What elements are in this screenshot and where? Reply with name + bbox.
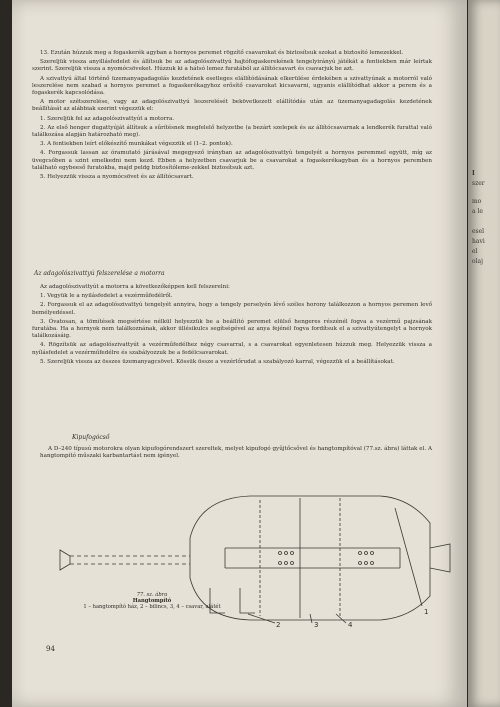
paragraph: A D–240 típusú motorokra olyan kipufogórendszert szereltek, melyet kipufogó gyűjtőcsővel és hangtompítóval (77.sz. ábra) láttak el. A hangtompító műszaki karbantartást nem igényel. bbox=[40, 446, 432, 460]
page-number: 94 bbox=[46, 645, 55, 653]
figure-caption bbox=[52, 592, 252, 610]
list-item: 4. Forgassuk lassan az óramutató járásával megegyező irányban az adagolószivattyú tengelyét a hornyos peremmel együtt, míg az üvegcsőben a szint emelkedni nem kezd. Ebben a helyzetben csavarjuk be a csavarokat a fogaskerékagyban és a hornyos peremben található egybeeső furatokba, majd peldg biztosítóleme-zekkel biztosítsuk azt. bbox=[32, 150, 432, 171]
adjacent-fragment: I bbox=[472, 170, 475, 177]
paragraph: 13. Ezután húzzuk meg a fogaskerék agyban a hornyos peremet rögzítő csavarokat és biztosítsuk szokat a biztosító lemezekkel. bbox=[40, 50, 404, 56]
section3-text bbox=[40, 446, 432, 462]
list-item: 3. A fentiekben leírt előkészítő munkákat végezzük el (1–2. pontok). bbox=[40, 141, 233, 148]
list-item: 2. Forgassuk el az adagolószivattyú tengelyét annyira, hogy a tengely perselyén lévő széles horony találkozzon a hornyos peremen levő bemélyedéssel. bbox=[32, 302, 432, 316]
section-title: Az adagolószivattyú felszerelése a motorra bbox=[34, 270, 165, 277]
adjacent-fragment: szer bbox=[472, 180, 485, 187]
paragraph: Szereljük vissza anyillásfedelet és állítsuk be az adagolószivattyú hajtófogaskerekének tengelyirányú játékát a fentiekben már leírtak szerint. Szereljük vissza a nyomócsöveket. Húzzuk ki a hátsó lemez furatából az állítócsavart és csavarjuk be azt. bbox=[32, 59, 432, 73]
list-item: 1. Vegyük le a nyilásfedelet a vezérműfedélről. bbox=[40, 293, 173, 300]
callout-label: 1 bbox=[424, 608, 429, 616]
adjacent-fragment: olaj bbox=[472, 258, 483, 265]
list-item: 5. Szereljük vissza az összes üzemanyagcsövet. Kössük össze a vezérlőrudat a szabályozó karral, végezzük el a beállításokat. bbox=[40, 358, 395, 365]
section-title: Kipufogócső bbox=[72, 434, 110, 441]
figure-title: Hangtompító bbox=[132, 598, 172, 604]
list-item: 5. Helyezzük vissza a nyomócsövet és az állítócsavart. bbox=[40, 174, 194, 181]
adjacent-fragment: esel bbox=[472, 228, 485, 235]
main-text-block bbox=[32, 50, 432, 183]
adjacent-fragment: mo bbox=[472, 198, 482, 205]
figure-number: 77. sz. ábra bbox=[136, 592, 168, 598]
adjacent-fragment: el bbox=[472, 248, 478, 255]
section2-text bbox=[32, 284, 432, 368]
adjacent-fragment: a le bbox=[472, 208, 483, 215]
figure-legend: 1 – hangtompító ház, 2 – bilincs, 3, 4 – csavar, alátét bbox=[83, 604, 221, 610]
list-item: 4. Rögzítsük az adagolószivattyút a vezérműfedélhez négy csavarral, s a csavarokat egyenletesen húzzuk meg. Helyezzük vissza a nyílásfedelet a vezérműfedélre és szabályozzuk be a fedélcsavarokat. bbox=[32, 342, 432, 356]
book-page bbox=[12, 0, 467, 707]
callout-label: 4 bbox=[348, 621, 353, 628]
adjacent-fragment: havi bbox=[472, 238, 485, 245]
list-item: 3. Óvatosan, a tömítések megsértése nélkül helyezzük be a beállító peremet elülső hengeres részénél fogva a vezérmű pajzsának furatába. Ha a hornyok nem találkoznának, akkor üllésikulcs segítségével az anya fejénél fogva fordítsuk el a szivattyútengelyt a hornyok találkozásáig. bbox=[32, 318, 432, 340]
paragraph: A szivattyú által történő üzemanyagadagolás kezdetének esetleges elállítódásának elkerülése érdekében a szivattyúnak a motorról való leszerelése nem szabad a hornyos peremet a fogaskerékagyhoz erősítő csavarokat kicsavarni, ugyanis elállítódhat akkor a perem és a fogaskerék kapcsolódása. bbox=[32, 75, 432, 97]
list-item: 2. Az első henger dugattyúját állítsuk a sűrítésnek megfelelő helyzetbe (a bezárt szelepek és az állítócsavarnak a lendkerék furattal való találkozása alapján határozható meg). bbox=[32, 124, 432, 139]
callout-label: 2 bbox=[276, 621, 281, 628]
adjacent-page-edge bbox=[468, 0, 500, 707]
callout-label: 3 bbox=[314, 621, 319, 628]
paragraph: A motor szétszerelése, vagy az adagolószivattyú leszerelését bekövetkezett elállítódás után az üzemanyagadagolás kezdetének beállítását az alábbiak szerint végezzük el: bbox=[32, 99, 432, 113]
list-item: 1. Szereljük fel az adagolószivattyút a motorra. bbox=[40, 115, 175, 122]
paragraph: Az adagolószivattyút a motorra a következőképpen kell felszerelni: bbox=[40, 284, 230, 290]
